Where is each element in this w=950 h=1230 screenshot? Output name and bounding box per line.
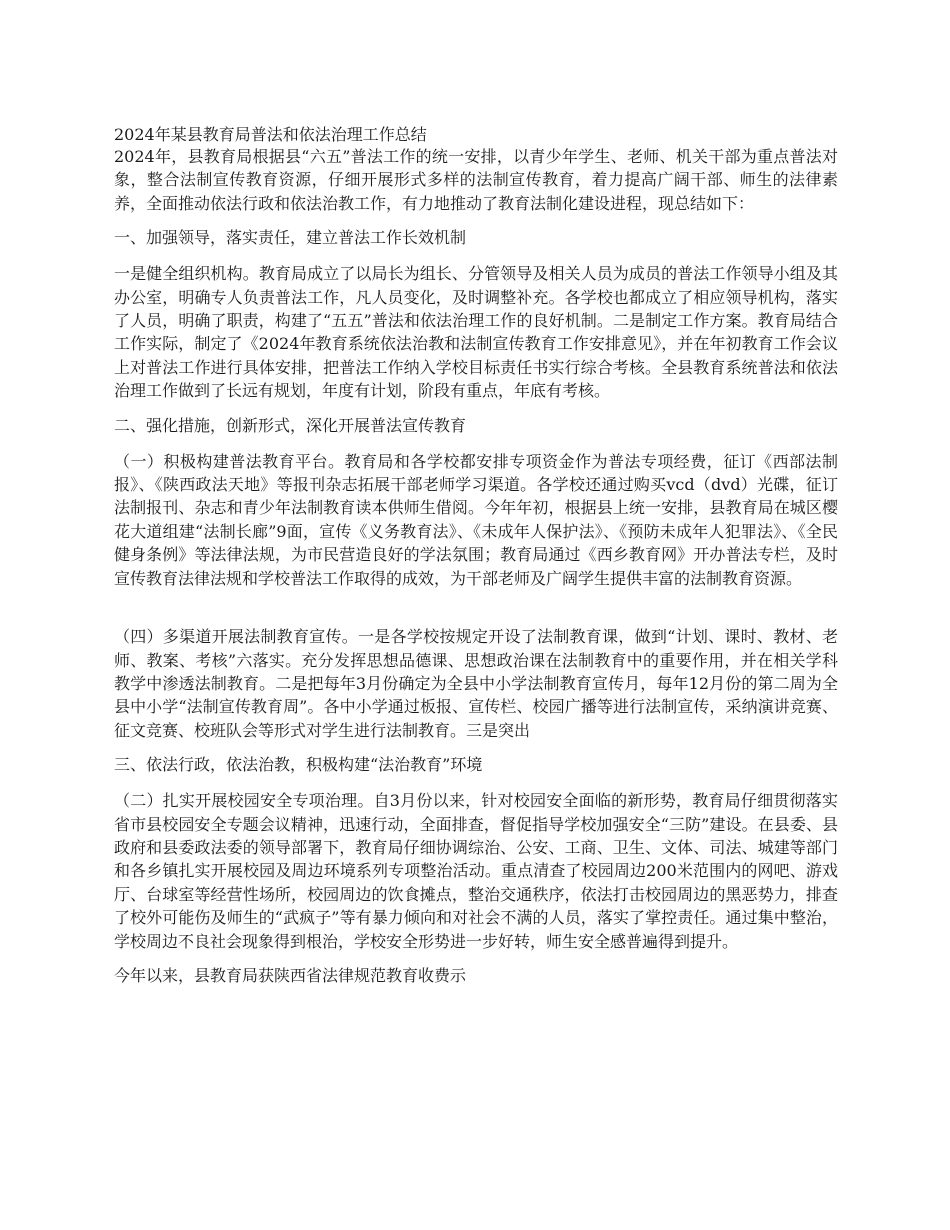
section3-heading: 三、依法行政，依法治教，积极构建“法治教育”环境 (114, 755, 483, 775)
section2-item1-paragraph: （一）积极构建普法教育平台。教育局和各学校都安排专项资金作为普法专项经费，征订《西部法制报》、《陕西政法天地》等报刊杂志拓展干部老师学习渠道。各学校还通过购买vcd（dvd）光碟，征订法制报刊、杂志和青少年法制教育读本供师生借阅。今年年初，根据县上统一安排，县教育局在城区樱花大道组建“法制长廊”9面，宣传《义务教育法》、《未成年人保护法》、《预防未成年人犯罪法》、《全民健身条例》等法律法规，为市民营造良好的学法氛围；教育局通过《西乡教育网》开办普法专栏，及时宣传教育法律法规和学校普法工作取得的成效，为干部老师及广阔学生提供丰富的法制教育资源。 (114, 451, 838, 588)
section3-item2-paragraph: （二）扎实开展校园安全专项治理。自3月份以来，针对校园安全面临的新形势，教育局仔细贯彻落实省市县校园安全专题会议精神，迅速行动，全面排查，督促指导学校加强安全“三防”建设。在县委、县政府和县委政法委的领导部署下，教育局仔细协调综治、公安、工商、卫生、文体、司法、城建等部门和各乡镇扎实开展校园及周边环境系列专项整治活动。重点清查了校园周边200米范围内的网吧、游戏厅、台球室等经营性场所，校园周边的饮食摊点，整治交通秩序，依法打击校园周边的黑恶势力，排查了校外可能伤及师生的“武疯子”等有暴力倾向和对社会不满的人员，落实了掌控责任。通过集中整治，学校周边不良社会现象得到根治，学校安全形势进一步好转，师生安全感普遍得到提升。 (114, 791, 838, 951)
blank-gap (114, 601, 838, 625)
document-page (114, 124, 838, 998)
section1-paragraph: 一是健全组织机构。教育局成立了以局长为组长、分管领导及相关人员为成员的普法工作领导小组及其办公室，明确专人负责普法工作，凡人员变化，及时调整补充。各学校也都成立了相应领导机构，落实了人员，明确了职责，构建了“五五”普法和依法治理工作的良好机制。二是制定工作方案。教育局结合工作实际，制定了《2024年教育系统依法治教和法制宣传教育工作安排意见》，并在年初教育工作会议上对普法工作进行具体安排，把普法工作纳入学校目标责任书实行综合考核。全县教育系统普法和依法治理工作做到了长远有规划，年度有计划，阶段有重点，年底有考核。 (114, 264, 838, 401)
section1-heading: 一、加强领导，落实责任，建立普法工作长效机制 (114, 228, 467, 248)
intro-paragraph: 2024年，县教育局根据县“六五”普法工作的统一安排，以青少年学生、老师、机关干部为重点普法对象，整合法制宣传教育资源，仔细开展形式多样的法制宣传教育，着力提高广阔干部、师生的法律素养，全面推动依法行政和依法治教工作，有力地推动了教育法制化建设进程，现总结如下： (114, 147, 838, 213)
document-title: 2024年某县教育局普法和依法治理工作总结 (114, 125, 427, 144)
section2-heading: 二、强化措施，创新形式，深化开展普法宣传教育 (114, 415, 467, 435)
closing-paragraph: 今年以来，县教育局获陕西省法律规范教育收费示 (114, 965, 467, 985)
section2-item4-paragraph: （四）多渠道开展法制教育宣传。一是各学校按规定开设了法制教育课，做到“计划、课时、教材、老师、教案、考核”六落实。充分发挥思想品德课、思想政治课在法制教育中的重要作用，并在相关学科教学中渗透法制教育。二是把每年3月份确定为全县中小学法制教育宣传月，每年12月份的第二周为全县中小学“法制宣传教育周”。各中小学通过板报、宣传栏、校园广播等进行法制宣传，采纳演讲竞赛、征文竞赛、校班队会等形式对学生进行法制教育。三是突出 (114, 627, 838, 740)
